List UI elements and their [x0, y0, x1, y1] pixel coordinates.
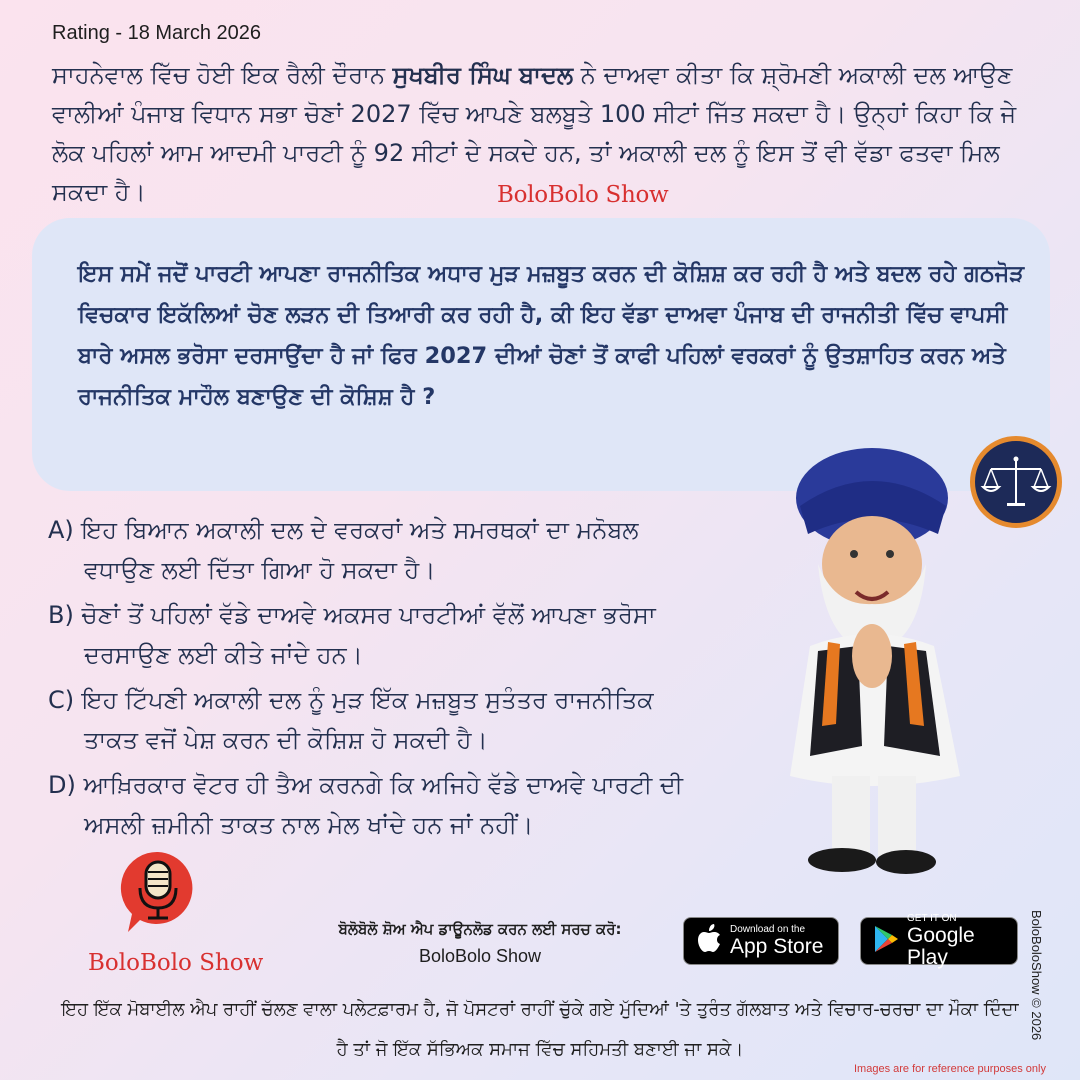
option-a-line2: ਵਧਾਉਣ ਲਈ ਦਿੱਤਾ ਗਿਆ ਹੋ ਸਕਦਾ ਹੈ।: [84, 556, 436, 584]
image-disclaimer: Images are for reference purposes only: [854, 1063, 1046, 1075]
app-store-label: App Store: [730, 935, 824, 958]
apple-icon: [696, 924, 722, 958]
politician-name: ਸੁਖਬੀਰ ਸਿੰਘ ਬਾਦਲ: [392, 61, 574, 89]
rating-date: Rating - 18 March 2026: [52, 22, 262, 44]
google-play-label: Google Play: [907, 924, 975, 969]
download-instruction: ਬੋਲੋਬੋਲੋ ਸ਼ੋਅ ਐਪ ਡਾਊਨਲੋਡ ਕਰਨ ਲਈ ਸਰਚ ਕਰੋ:: [338, 920, 622, 938]
intro-text-end: ਨੇ ਦਾਅਵਾ ਕੀਤਾ ਕਿ ਸ਼੍ਰੋਮਣੀ ਅਕਾਲੀ ਦਲ ਆਉਣ ਵਾਲੀਆਂ ਪੰਜਾਬ ਵਿਧਾਨ ਸਭਾ ਚੋਣਾਂ 2027 ਵਿੱਚ ਆਪਣੇ ਬਲਬੂਤੇ 100 ਸੀਟਾਂ ਜਿੱਤ ਸਕਦਾ ਹੈ। ਉਨ੍ਹਾਂ ਕਿਹਾ ਕਿ ਜੇ ਲੋਕ ਪਹਿਲਾਂ ਆਮ ਆਦਮੀ ਪਾਰਟੀ ਨੂੰ 92 ਸੀਟਾਂ ਦੇ ਸਕਦੇ ਹਨ, ਤਾਂ ਅਕਾਲੀ ਦਲ ਨੂੰ ਇਸ ਤੋਂ ਵੀ ਵੱਡਾ ਫਤਵਾ ਮਿਲ ਸਕਦਾ ਹੈ।: [52, 61, 1017, 206]
option-c-line1: C) ਇਹ ਟਿੱਪਣੀ ਅਕਾਲੀ ਦਲ ਨੂੰ ਮੁੜ ਇੱਕ ਮਜ਼ਬੂਤ ਸੁਤੰਤਰ ਰਾਜਨੀਤਿਕ: [48, 686, 654, 714]
option-b-line1: B) ਚੋਣਾਂ ਤੋਂ ਪਹਿਲਾਂ ਵੱਡੇ ਦਾਅਵੇ ਅਕਸਰ ਪਾਰਟੀਆਂ ਵੱਲੋਂ ਆਪਣਾ ਭਰੋਸਾ: [48, 601, 656, 629]
question-text: ਇਸ ਸਮੇਂ ਜਦੋਂ ਪਾਰਟੀ ਆਪਣਾ ਰਾਜਨੀਤਿਕ ਅਧਾਰ ਮੁੜ ਮਜ਼ਬੂਤ ਕਰਨ ਦੀ ਕੋਸ਼ਿਸ਼ ਕਰ ਰਹੀ ਹੈ ਅਤੇ ਬਦਲ ਰਹੇ ਗਠਜੋੜ ਵਿਚਕਾਰ ਇਕੱਲਿਆਂ ਚੋਣ ਲੜਨ ਦੀ ਤਿਆਰੀ ਕਰ ਰਹੀ ਹੈ, ਕੀ ਇਹ ਵੱਡਾ ਦਾਅਵਾ ਪੰਜਾਬ ਦੀ ਰਾਜਨੀਤੀ ਵਿੱਚ ਵਾਪਸੀ ਬਾਰੇ ਅਸਲ ਭਰੋਸਾ ਦਰਸਾਉਂਦਾ ਹੈ ਜਾਂ ਫਿਰ 2027 ਦੀਆਂ ਚੋਣਾਂ ਤੋਂ ਕਾਫੀ ਪਹਿਲਾਂ ਵਰਕਰਾਂ ਨੂੰ ਉਤਸ਼ਾਹਿਤ ਕਰਨ ਅਤੇ ਰਾਜਨੀਤਿਕ ਮਾਹੌਲ ਬਣਾਉਣ ਦੀ ਕੋਸ਼ਿਸ਼ ਹੈ ?: [78, 261, 1025, 410]
download-prompt: [300, 920, 660, 967]
option-b-line2: ਦਰਸਾਉਣ ਲਈ ਕੀਤੇ ਜਾਂਦੇ ਹਨ।: [84, 641, 363, 669]
option-b[interactable]: [48, 595, 808, 675]
google-play-small-label: GET IT ON: [907, 913, 957, 924]
answer-options: [48, 510, 808, 850]
option-d[interactable]: [48, 765, 808, 845]
option-c-line2: ਤਾਕਤ ਵਜੋਂ ਪੇਸ਼ ਕਰਨ ਦੀ ਕੋਸ਼ਿਸ਼ ਹੋ ਸਕਦੀ ਹੈ।: [84, 726, 488, 754]
copyright-notice: BoloBoloShow © 2026: [1029, 910, 1044, 1041]
option-a[interactable]: [48, 510, 808, 590]
option-a-line1: A) ਇਹ ਬਿਆਨ ਅਕਾਲੀ ਦਲ ਦੇ ਵਰਕਰਾਂ ਅਤੇ ਸਮਰਥਕਾਂ ਦਾ ਮਨੋਬਲ: [48, 516, 639, 544]
option-d-line1: D) ਆਖ਼ਿਰਕਾਰ ਵੋਟਰ ਹੀ ਤੈਅ ਕਰਨਗੇ ਕਿ ਅਜਿਹੇ ਵੱਡੇ ਦਾਅਵੇ ਪਾਰਟੀ ਦੀ: [48, 771, 683, 799]
politician-caricature: [770, 446, 1030, 886]
download-app-name: BoloBolo Show: [418, 946, 542, 966]
option-c[interactable]: [48, 680, 808, 760]
option-d-line2: ਅਸਲੀ ਜ਼ਮੀਨੀ ਤਾਕਤ ਨਾਲ ਮੇਲ ਖਾਂਦੇ ਹਨ ਜਾਂ ਨਹੀਂ।: [84, 811, 534, 839]
google-play-icon: [873, 925, 899, 957]
brand-logo-text: BoloBolo Show: [88, 950, 264, 976]
podcast-mic-icon: [118, 848, 198, 936]
app-store-button[interactable]: [683, 917, 839, 965]
platform-description: ਇਹ ਇੱਕ ਮੋਬਾਈਲ ਐਪ ਰਾਹੀਂ ਚੱਲਣ ਵਾਲਾ ਪਲੇਟਫ਼ਾਰਮ ਹੈ, ਜੋ ਪੋਸਟਰਾਂ ਰਾਹੀਂ ਚੁੱਕੇ ਗਏ ਮੁੱਦਿਆਂ 'ਤੇ ਤੁਰੰਤ ਗੱਲਬਾਤ ਅਤੇ ਵਿਚਾਰ-ਚਰਚਾ ਦਾ ਮੌਕਾ ਦਿੰਦਾ ਹੈ ਤਾਂ ਜੋ ਇੱਕ ਸੱਭਿਅਕ ਸਮਾਜ ਵਿੱਚ ਸਹਿਮਤੀ ਬਣਾਈ ਜਾ ਸਕੇ।: [61, 999, 1019, 1060]
intro-text-start: ਸਾਹਨੇਵਾਲ ਵਿੱਚ ਹੋਈ ਇਕ ਰੈਲੀ ਦੌਰਾਨ: [52, 61, 393, 89]
google-play-button[interactable]: [860, 913, 1018, 969]
brand-watermark: BoloBolo Show: [497, 182, 669, 208]
app-store-small-label: Download on the: [730, 924, 806, 935]
